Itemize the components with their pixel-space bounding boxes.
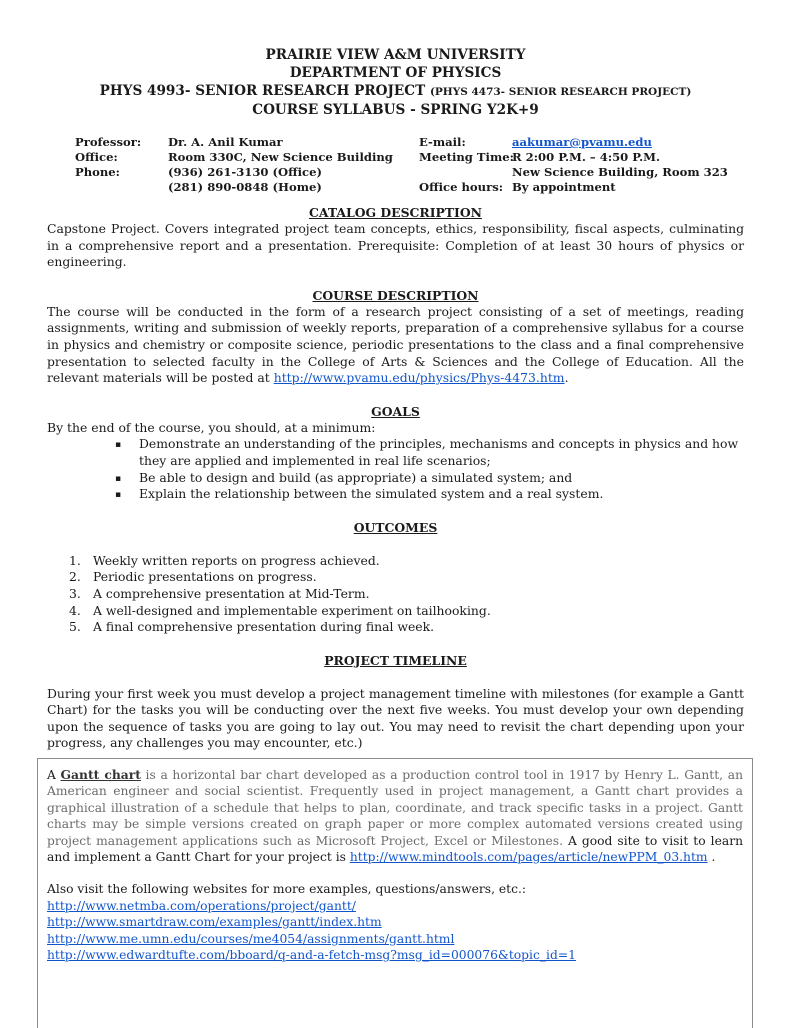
goals-intro: By the end of the course, you should, at a minimum: xyxy=(47,419,376,435)
list-item: 2. Periodic presentations on progress. xyxy=(69,569,317,585)
office-label: Office: xyxy=(75,150,118,164)
also-visit-text: Also visit the following websites for more examples, questions/answers, etc.: xyxy=(47,882,527,897)
list-item: ▪ Demonstrate an understanding of the principles, mechanisms and concepts in physics and how they are applied and implemented in real life scenarios; xyxy=(115,436,739,468)
gantt-description: A Gantt chart is a horizontal bar chart developed as a production control tool in 1917 by Henry L. Gantt, an American engineer and social scientist. Frequently used in project management, a Gantt chart provides a graphical illustration of a schedule that helps to plan, coordinate, and track specific tasks in a project. Gantt charts may be simple versions created on graph paper or more complex automated versions created using project management applications such as Microsoft Project, Excel or Milestones. A good site to visit to learn and implement a Gantt Chart for your project is http://www.mindtools.com/pages/article/newPPM_03.htm . xyxy=(47,767,743,865)
umn-link[interactable]: http://www.me.umn.edu/courses/me4054/assignments/gantt.html xyxy=(47,931,455,946)
syllabus-term: COURSE SYLLABUS - SPRING Y2K+9 xyxy=(252,102,539,118)
phone-home-value: (281) 890-0848 (Home) xyxy=(168,180,322,194)
list-item: 5. A final comprehensive presentation during final week. xyxy=(69,619,435,635)
email-label: E-mail: xyxy=(419,135,466,149)
gantt-info-box xyxy=(37,758,753,1028)
course-text: The course will be conducted in the form of a research project consisting of a set of meetings, reading assignments, writing and submission of weekly reports, preparation of a comprehensive syllabus for a course in physics and chemistry or composite science, periodic presentations to the class and a final comprehensive presentation to selected faculty in the College of Arts & Sciences and the College of Education. All the relevant materials will be posted at http://www.pvamu.edu/physics/Phys-4473.htm. xyxy=(47,303,744,386)
syllabus-page xyxy=(47,46,744,752)
goals-heading: GOALS xyxy=(371,403,420,419)
bullet-icon: ▪ xyxy=(115,473,122,484)
office-hours-label: Office hours: xyxy=(419,180,503,194)
bullet-icon: ▪ xyxy=(115,440,122,451)
course-title: PHYS 4993- SENIOR RESEARCH PROJECT (PHYS 4473- SENIOR RESEARCH PROJECT) xyxy=(99,83,692,99)
timeline-text: During your first week you must develop a project management timeline with milestones (for example a Gantt Chart) for the tasks you will be conducting over the next five weeks. You must develop your own depending upon the sequence of tasks you are going to lay out. You may need to revisit the chart depending upon your progress, any challenges you may encounter, etc.) xyxy=(47,685,744,751)
list-item: ▪ Be able to design and build (as appropriate) a simulated system; and xyxy=(139,470,744,487)
outcomes-heading: OUTCOMES xyxy=(353,519,438,535)
netmba-link[interactable]: http://www.netmba.com/operations/project/gantt/ xyxy=(47,898,356,913)
phone-label: Phone: xyxy=(75,165,120,179)
meeting-time-value: R 2:00 P.M. – 4:50 P.M. xyxy=(512,150,660,164)
goals-list xyxy=(47,436,744,502)
department-name: DEPARTMENT OF PHYSICS xyxy=(289,65,502,81)
timeline-heading: PROJECT TIMELINE xyxy=(324,652,467,668)
professor-value: Dr. A. Anil Kumar xyxy=(168,135,283,149)
list-item: 3. A comprehensive presentation at Mid-Term. xyxy=(69,585,370,601)
phone-office-value: (936) 261-3130 (Office) xyxy=(168,165,322,179)
course-alt-title: (PHYS 4473- SENIOR RESEARCH PROJECT) xyxy=(429,86,692,98)
document-header xyxy=(47,46,744,119)
contact-block xyxy=(47,135,744,197)
professor-label: Professor: xyxy=(75,135,142,149)
list-item: ▪ Explain the relationship between the simulated system and a real system. xyxy=(139,486,744,503)
university-name: PRAIRIE VIEW A&M UNIVERSITY xyxy=(265,47,526,63)
meeting-room-value: New Science Building, Room 323 xyxy=(512,165,728,179)
course-materials-link[interactable]: http://www.pvamu.edu/physics/Phys-4473.htm xyxy=(273,370,565,386)
office-hours-value: By appointment xyxy=(512,180,616,194)
office-value: Room 330C, New Science Building xyxy=(168,150,393,164)
meeting-label: Meeting Time: xyxy=(419,150,514,164)
list-item: 1. Weekly written reports on progress achieved. xyxy=(69,552,380,568)
list-item: 4. A well-designed and implementable experiment on tailhooking. xyxy=(69,602,491,618)
outcomes-list xyxy=(47,553,744,636)
gantt-term: Gantt chart xyxy=(60,767,141,782)
catalog-text: Capstone Project. Covers integrated project team concepts, ethics, responsibility, fiscal aspects, culminating in a comprehensive report and a presentation. Prerequisite: Completion of at least 30 hours of physics or engineering. xyxy=(47,221,744,270)
edwardtufte-link[interactable]: http://www.edwardtufte.com/bboard/q-and-a-fetch-msg?msg_id=000076&topic_id=1 xyxy=(47,948,576,963)
course-heading: COURSE DESCRIPTION xyxy=(312,287,479,303)
email-link[interactable]: aakumar@pvamu.edu xyxy=(512,135,652,149)
catalog-heading: CATALOG DESCRIPTION xyxy=(309,205,482,220)
smartdraw-link[interactable]: http://www.smartdraw.com/examples/gantt/index.htm xyxy=(47,915,382,930)
mindtools-link[interactable]: http://www.mindtools.com/pages/article/newPPM_03.htm xyxy=(349,850,708,865)
bullet-icon: ▪ xyxy=(115,490,122,501)
